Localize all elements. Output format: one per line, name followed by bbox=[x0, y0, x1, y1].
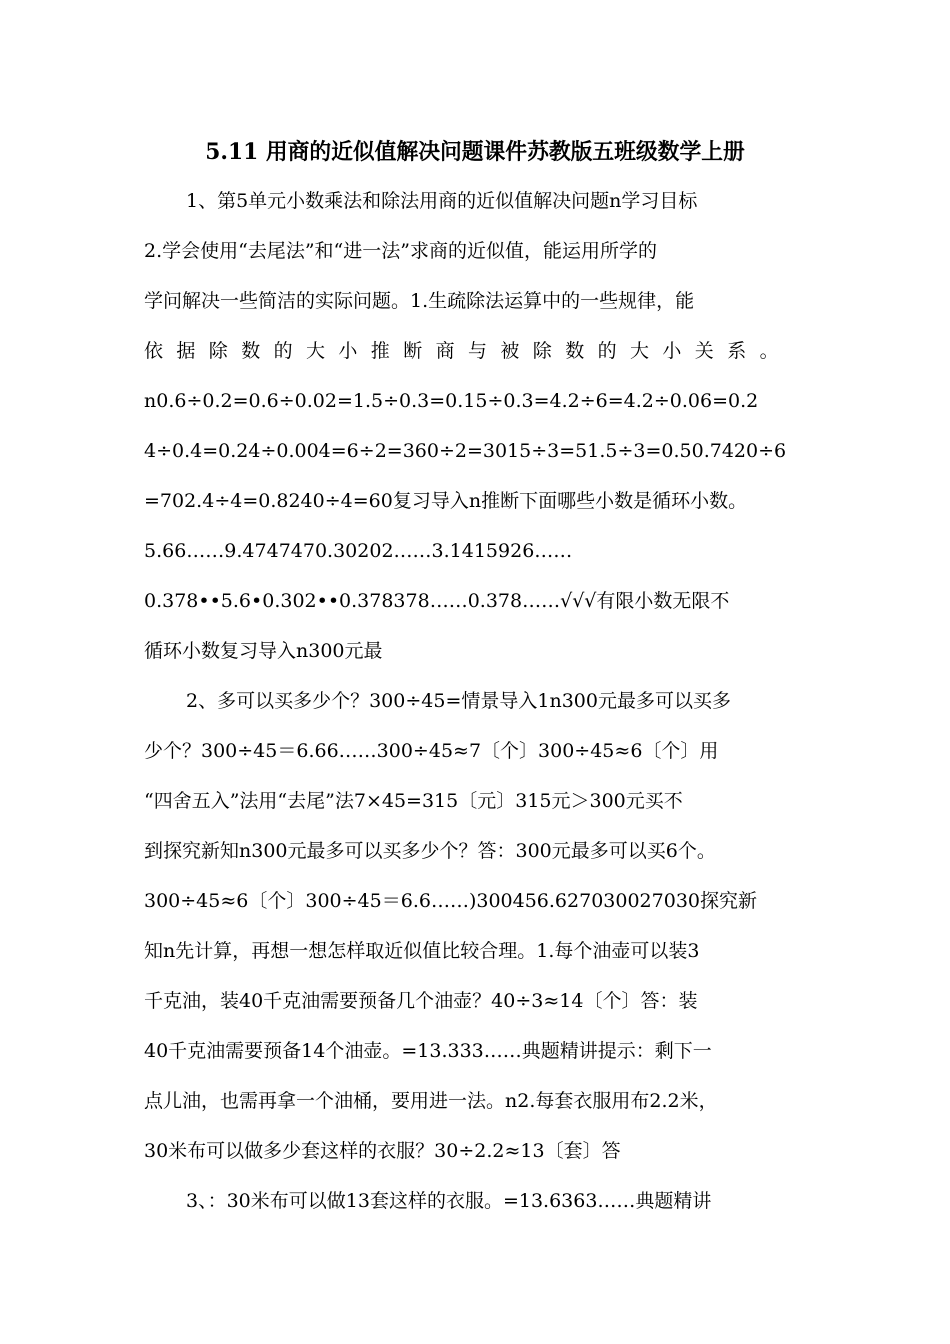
paragraph-2-line-9: 点儿油，也需再拿一个油桶，要用进一法。n2.每套衣服用布2.2米， bbox=[144, 1090, 718, 1112]
paragraph-1-line-5: n0.6÷0.2=0.6÷0.02=1.5÷0.3=0.15÷0.3=4.2÷6=4.2÷0.06=0.2 bbox=[144, 390, 759, 412]
paragraph-2-line-8: 40千克油需要预备14个油壶。=13.333……典题精讲提示：剩下一 bbox=[144, 1040, 712, 1062]
paragraph-2-line-1: 2、多可以买多少个？300÷45=情景导入1n300元最多可以买多 bbox=[186, 690, 731, 712]
paragraph-1-line-9: 0.378••5.6•0.302••0.378378……0.378……√√√有限小数无限不 bbox=[144, 590, 730, 612]
paragraph-2-line-6: 知n先计算，再想一想怎样取近似值比较合理。1.每个油壶可以装3 bbox=[144, 940, 700, 962]
paragraph-3-line-1: 3、：30米布可以做13套这样的衣服。=13.6363……典题精讲 bbox=[186, 1190, 712, 1212]
paragraph-1-line-8: 5.66……9.4747470.30202……3.1415926…… bbox=[144, 540, 573, 562]
document-title: 5.11 用商的近似值解决问题课件苏教版五班级数学上册 bbox=[205, 139, 745, 165]
paragraph-1-line-7: =702.4÷4=0.8240÷4=60复习导入n推断下面哪些小数是循环小数。 bbox=[144, 490, 748, 512]
paragraph-2-line-5: 300÷45≈6〔个〕300÷45＝6.6……)300456.627030027030探究新 bbox=[144, 890, 757, 912]
paragraph-1-line-3: 学问解决一些简洁的实际问题。1.生疏除法运算中的一些规律，能 bbox=[144, 290, 695, 312]
paragraph-2-line-2: 少个？300÷45＝6.66……300÷45≈7〔个〕300÷45≈6〔个〕用 bbox=[144, 740, 719, 762]
paragraph-2-line-10: 30米布可以做多少套这样的衣服？30÷2.2≈13〔套〕答 bbox=[144, 1140, 621, 1162]
paragraph-2-line-7: 千克油，装40千克油需要预备几个油壶？40÷3≈14〔个〕答：装 bbox=[144, 990, 698, 1012]
paragraph-1-line-1: 1、第5单元小数乘法和除法用商的近似值解决问题n学习目标 bbox=[186, 190, 698, 212]
paragraph-1-line-2: 2.学会使用“去尾法”和“进一法”求商的近似值，能运用所学的 bbox=[144, 240, 657, 262]
paragraph-1-line-10: 循环小数复习导入n300元最 bbox=[144, 640, 383, 662]
paragraph-2-line-4: 到探究新知n300元最多可以买多少个？答：300元最多可以买6个。 bbox=[144, 840, 716, 862]
paragraph-1-line-4: 依据除数的大小推断商与被除数的大小关系。 bbox=[144, 340, 793, 362]
paragraph-2-line-3: “四舍五入”法用“去尾”法7×45=315〔元〕315元＞300元买不 bbox=[144, 790, 683, 812]
paragraph-1-line-6: 4÷0.4=0.24÷0.004=6÷2=360÷2=3015÷3=51.5÷3=0.50.7420÷6 bbox=[144, 440, 787, 462]
